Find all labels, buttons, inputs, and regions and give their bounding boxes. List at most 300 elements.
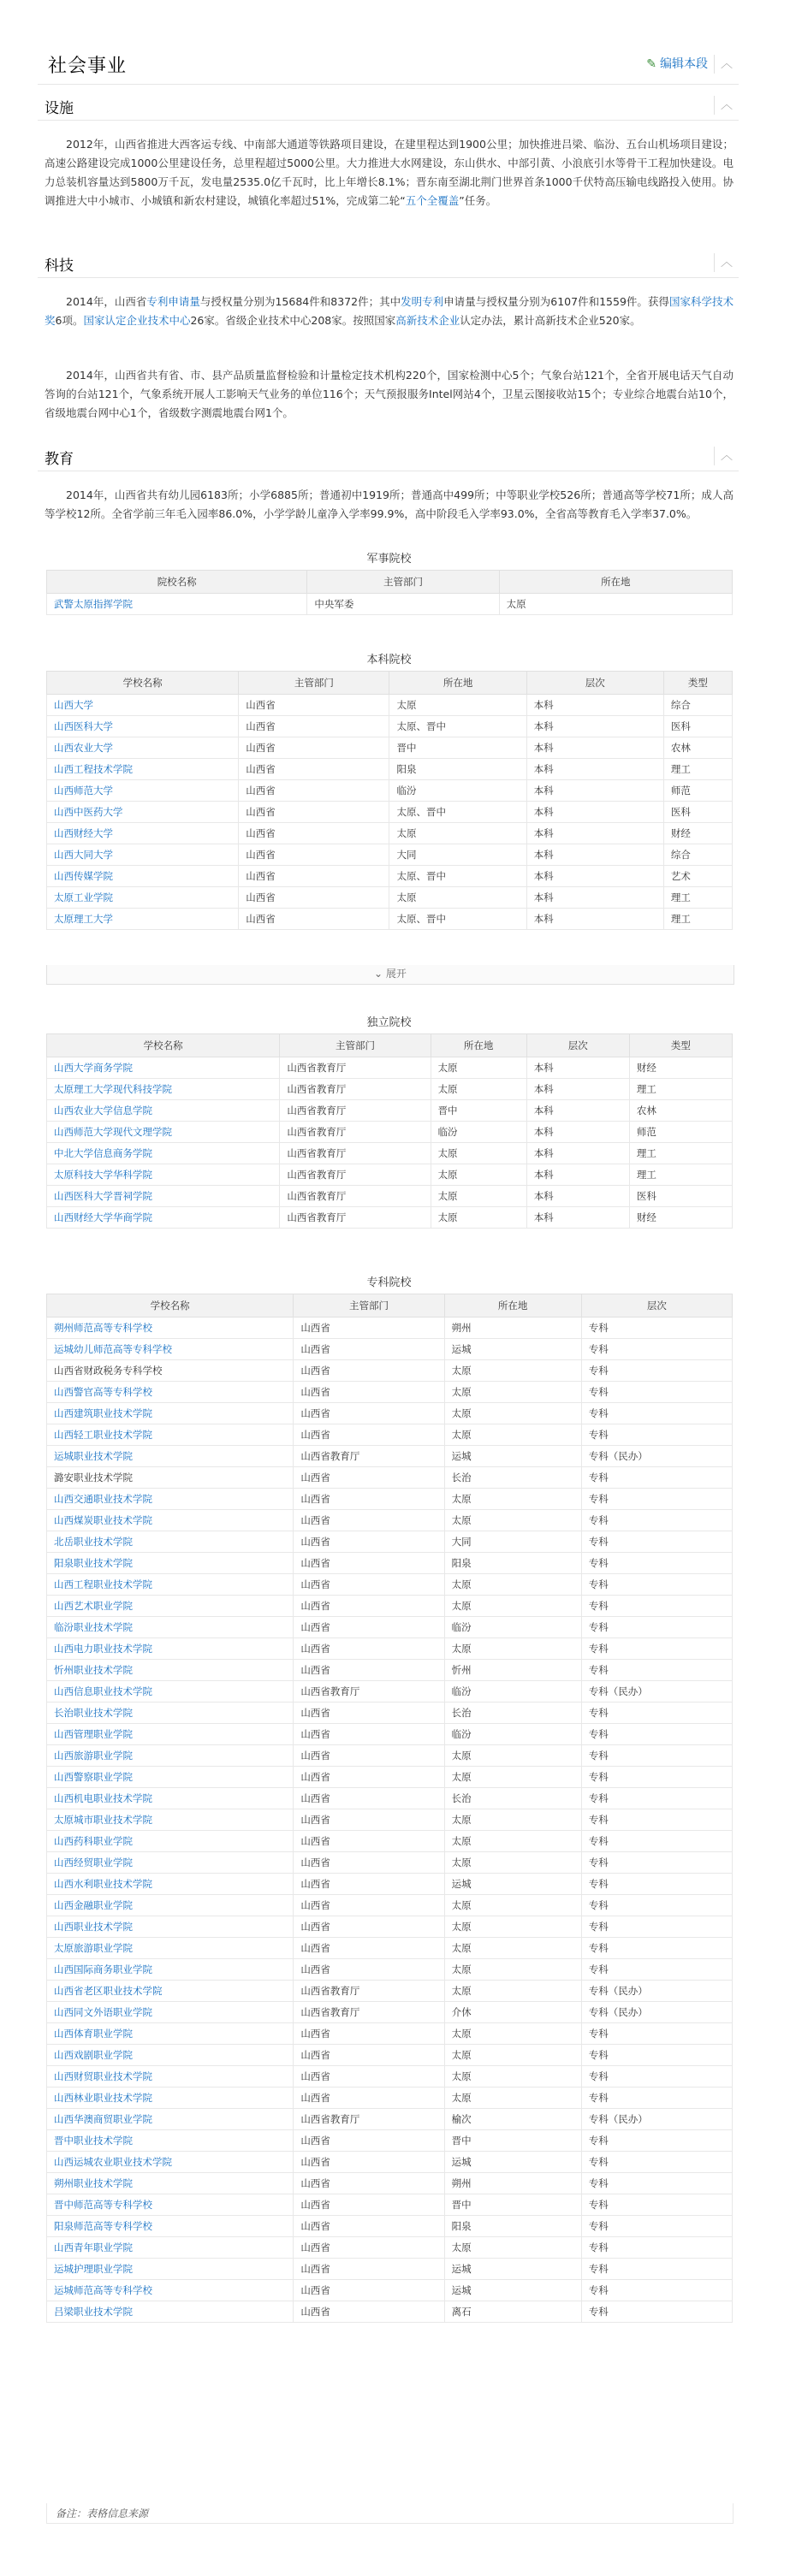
- school-name-link[interactable]: 中北大学信息商务学院: [47, 1143, 280, 1164]
- column-header: 所在地: [444, 1294, 581, 1318]
- table-cell: 太原: [444, 1809, 581, 1831]
- table-cell: 医科: [629, 1186, 732, 1207]
- table-row: [47, 759, 733, 780]
- table-cell: 山西省: [294, 2045, 444, 2066]
- table-cell: 太原: [389, 823, 526, 844]
- school-name-link[interactable]: 武警太原指挥学院: [47, 594, 307, 615]
- table-cell: 本科: [526, 695, 663, 716]
- table-row: [47, 1724, 733, 1745]
- table-cell: 专科: [581, 1938, 732, 1959]
- table-cell: 晋中: [389, 737, 526, 759]
- table-cell: 山西省: [294, 2259, 444, 2280]
- table-title-military: 军事院校: [366, 553, 412, 566]
- table-cell: 太原: [444, 2237, 581, 2259]
- table-cell: 山西省: [294, 1574, 444, 1596]
- school-name-link[interactable]: 山西财经大学华商学院: [47, 1207, 280, 1229]
- school-name-link[interactable]: 山西戏剧职业学院: [47, 2045, 294, 2066]
- table-cell: 艺术: [663, 866, 732, 887]
- table-cell: 太原: [444, 1831, 581, 1852]
- school-name-link[interactable]: 山西警官高等专科学校: [47, 1382, 294, 1403]
- table-cell: 本科: [526, 1186, 629, 1207]
- table-cell: 专科: [581, 1809, 732, 1831]
- section-header: [38, 48, 739, 82]
- table-cell: 山西省: [294, 2216, 444, 2237]
- table-cell: 太原: [444, 1745, 581, 1767]
- school-name-link[interactable]: 山西农业大学: [47, 737, 239, 759]
- edit-label: 编辑本段: [660, 57, 708, 71]
- table-cell: 榆次: [444, 2109, 581, 2130]
- column-header: 学校名称: [47, 1294, 294, 1318]
- school-name-link[interactable]: 运城师范高等专科学校: [47, 2280, 294, 2301]
- school-name-link[interactable]: 山西经贸职业学院: [47, 1852, 294, 1874]
- table-cell: 太原: [431, 1207, 526, 1229]
- column-header: 所在地: [499, 571, 732, 594]
- table-cell: 山西省教育厅: [294, 2002, 444, 2023]
- column-header: 层次: [526, 1034, 629, 1057]
- table-cell: 专科: [581, 1959, 732, 1981]
- table-row: [47, 909, 733, 930]
- table-row: [47, 2087, 733, 2109]
- school-name-link[interactable]: 太原理工大学: [47, 909, 239, 930]
- table-cell: 理工: [629, 1143, 732, 1164]
- school-name-link[interactable]: 朔州职业技术学院: [47, 2173, 294, 2194]
- table-cell: 山西省: [294, 1895, 444, 1916]
- table-cell: 太原: [444, 2045, 581, 2066]
- school-name-link[interactable]: 山西建筑职业技术学院: [47, 1403, 294, 1424]
- table-cell: 太原: [444, 2066, 581, 2087]
- table-cell: 太原: [444, 1916, 581, 1938]
- table-cell: 理工: [629, 1164, 732, 1186]
- table-row: [47, 1981, 733, 2002]
- school-name-link[interactable]: 阳泉师范高等专科学校: [47, 2216, 294, 2237]
- table-row: [47, 2194, 733, 2216]
- school-name-link[interactable]: 山西水利职业技术学院: [47, 1874, 294, 1895]
- school-name-link[interactable]: 忻州职业技术学院: [47, 1660, 294, 1681]
- school-name-link[interactable]: 太原工业学院: [47, 887, 239, 909]
- table-row: [47, 2002, 733, 2023]
- table-row: [47, 1489, 733, 1510]
- military-table: [46, 570, 733, 615]
- school-name-link[interactable]: 运城职业技术学院: [47, 1446, 294, 1467]
- school-name-link[interactable]: 山西机电职业技术学院: [47, 1788, 294, 1809]
- table-cell: 临汾: [389, 780, 526, 802]
- table-row: [47, 1638, 733, 1660]
- school-name-link[interactable]: 山西师范大学: [47, 780, 239, 802]
- table-cell: 山西省: [294, 2301, 444, 2323]
- table-row: [47, 1531, 733, 1553]
- school-name-link[interactable]: 长治职业技术学院: [47, 1703, 294, 1724]
- undergrad-table: [46, 671, 733, 930]
- table-cell: 太原: [431, 1079, 526, 1100]
- inline-link[interactable]: 专利申请量: [146, 295, 200, 308]
- table-cell: 太原: [444, 1360, 581, 1382]
- table-cell: 山西省: [294, 1638, 444, 1660]
- school-name-link[interactable]: 山西管理职业学院: [47, 1724, 294, 1745]
- school-name-link[interactable]: 运城护理职业学院: [47, 2259, 294, 2280]
- table-cell: 本科: [526, 1164, 629, 1186]
- school-name-link[interactable]: 山西医科大学晋祠学院: [47, 1186, 280, 1207]
- table-cell: 理工: [663, 759, 732, 780]
- table-cell: 太原、晋中: [389, 802, 526, 823]
- school-name-link[interactable]: 北岳职业技术学院: [47, 1531, 294, 1553]
- table-cell: 山西省教育厅: [280, 1100, 431, 1122]
- pencil-icon: ✎: [646, 57, 656, 71]
- school-name-link[interactable]: 山西交通职业技术学院: [47, 1489, 294, 1510]
- paragraph-text: ”任务。: [459, 194, 497, 207]
- table-cell: 太原: [444, 1938, 581, 1959]
- subsection-tech: [38, 248, 739, 278]
- table-row: [47, 1207, 733, 1229]
- table-row: [47, 1617, 733, 1638]
- table-cell: 专科: [581, 2023, 732, 2045]
- table-cell: 本科: [526, 802, 663, 823]
- table-cell: 介休: [444, 2002, 581, 2023]
- school-name-link: 山西省财政税务专科学校: [47, 1360, 294, 1382]
- table-cell: 本科: [526, 716, 663, 737]
- table-cell: 山西省: [294, 1424, 444, 1446]
- school-name-link[interactable]: 山西传媒学院: [47, 866, 239, 887]
- table-cell: 山西省教育厅: [280, 1057, 431, 1079]
- table-cell: 专科: [581, 1382, 732, 1403]
- paragraph-text: 6项。: [55, 314, 84, 327]
- chevron-down-icon: ⌄: [374, 968, 386, 980]
- table-cell: 山西省: [294, 1467, 444, 1489]
- table-row: [47, 2066, 733, 2087]
- table-cell: 临汾: [444, 1724, 581, 1745]
- table-row: [47, 1467, 733, 1489]
- inline-link[interactable]: 高新技术企业: [395, 314, 460, 327]
- table-cell: 专科: [581, 1360, 732, 1382]
- school-name-link[interactable]: 太原旅游职业学院: [47, 1938, 294, 1959]
- table-row: [47, 1079, 733, 1100]
- table-cell: 山西省教育厅: [280, 1207, 431, 1229]
- table-cell: 山西省: [294, 2023, 444, 2045]
- table-cell: 专科: [581, 1339, 732, 1360]
- table-cell: 本科: [526, 1143, 629, 1164]
- school-name-link[interactable]: 山西大同大学: [47, 844, 239, 866]
- inline-link[interactable]: 发明专利: [401, 295, 444, 308]
- table-cell: 山西省教育厅: [294, 2109, 444, 2130]
- school-name-link[interactable]: 阳泉职业技术学院: [47, 1553, 294, 1574]
- table-cell: 太原: [431, 1057, 526, 1079]
- table-row: [47, 2237, 733, 2259]
- expand-toggle[interactable]: [46, 965, 734, 985]
- table-cell: 临汾: [431, 1122, 526, 1143]
- table-cell: 太原: [444, 1767, 581, 1788]
- school-name-link[interactable]: 山西信息职业技术学院: [47, 1681, 294, 1703]
- table-cell: 太原: [431, 1186, 526, 1207]
- table-row: [47, 2130, 733, 2152]
- school-name-link[interactable]: 山西金融职业学院: [47, 1895, 294, 1916]
- table-cell: 专科: [581, 1617, 732, 1638]
- subsection-edu: [38, 441, 739, 471]
- table-cell: 山西省: [239, 823, 389, 844]
- table-cell: 太原: [444, 1638, 581, 1660]
- column-header: 层次: [526, 672, 663, 695]
- table-row: [47, 2109, 733, 2130]
- table-cell: 专科: [581, 2173, 732, 2194]
- table-cell: 专科（民办）: [581, 1681, 732, 1703]
- paragraph-infra: [45, 135, 734, 210]
- column-header: 类型: [663, 672, 732, 695]
- table-row: [47, 2045, 733, 2066]
- school-name-link[interactable]: 山西药科职业学院: [47, 1831, 294, 1852]
- school-name-link[interactable]: 山西煤炭职业技术学院: [47, 1510, 294, 1531]
- school-name-link[interactable]: 山西师范大学现代文理学院: [47, 1122, 280, 1143]
- table-cell: 阳泉: [444, 2216, 581, 2237]
- table-cell: 山西省: [239, 844, 389, 866]
- school-name-link[interactable]: 山西轻工职业技术学院: [47, 1424, 294, 1446]
- table-row: [47, 2259, 733, 2280]
- table-row: [47, 1574, 733, 1596]
- inline-link[interactable]: 国家认定企业技术中心: [83, 314, 191, 327]
- paragraph-edu: [45, 486, 734, 524]
- table-row: [47, 737, 733, 759]
- table-cell: 山西省: [294, 1510, 444, 1531]
- table-row: [47, 2173, 733, 2194]
- school-name-link[interactable]: 太原城市职业技术学院: [47, 1809, 294, 1831]
- table-row: [47, 1143, 733, 1164]
- table-cell: 山西省: [294, 2194, 444, 2216]
- table-cell: 运城: [444, 1339, 581, 1360]
- table-cell: 专科: [581, 1874, 732, 1895]
- column-header: 主管部门: [239, 672, 389, 695]
- page-title: 社会事业: [48, 56, 128, 77]
- school-name-link[interactable]: 山西体育职业学院: [47, 2023, 294, 2045]
- table-cell: 专科: [581, 1424, 732, 1446]
- school-name-link[interactable]: 山西林业职业技术学院: [47, 2087, 294, 2109]
- school-name-link[interactable]: 山西工程职业技术学院: [47, 1574, 294, 1596]
- table-cell: 运城: [444, 1874, 581, 1895]
- paragraph-text: 2014年，山西省共有幼儿园6183所；小学6885所；普通初中1919所；普通高中499所；中等职业学校526所；普通高等学校71所；成人高等学校12所。全省学前三年毛入园率86.0%，小学学龄儿童净入学率99.9%，高中阶段毛入学率93.0%，全省高等教育毛入学率37.0%。: [45, 489, 734, 520]
- subsection-title-tech: 科技: [45, 258, 74, 275]
- table-cell: 山西省: [294, 2152, 444, 2173]
- table-cell: 山西省教育厅: [280, 1164, 431, 1186]
- table-cell: 太原: [389, 887, 526, 909]
- table-cell: 晋中: [444, 2194, 581, 2216]
- table-cell: 山西省: [239, 780, 389, 802]
- table-cell: 山西省: [294, 1916, 444, 1938]
- table-cell: 山西省: [294, 1596, 444, 1617]
- school-name-link[interactable]: 山西中医药大学: [47, 802, 239, 823]
- table-cell: 山西省教育厅: [294, 1681, 444, 1703]
- school-name-link[interactable]: 山西艺术职业学院: [47, 1596, 294, 1617]
- table-cell: 专科: [581, 2301, 732, 2323]
- collapse-icon[interactable]: ︿: [714, 447, 739, 465]
- school-name-link[interactable]: 山西农业大学信息学院: [47, 1100, 280, 1122]
- table-row: [47, 1164, 733, 1186]
- table-cell: 山西省: [294, 2066, 444, 2087]
- table-row: [47, 2023, 733, 2045]
- table-cell: 专科: [581, 2130, 732, 2152]
- table-cell: 山西省教育厅: [280, 1122, 431, 1143]
- school-name-link: 潞安职业技术学院: [47, 1467, 294, 1489]
- table-cell: 本科: [526, 1100, 629, 1122]
- column-header: 主管部门: [307, 571, 499, 594]
- table-cell: 山西省: [294, 1318, 444, 1339]
- school-name-link[interactable]: 山西国际商务职业学院: [47, 1959, 294, 1981]
- subsection-title-infra: 设施: [45, 100, 74, 117]
- table-cell: 太原: [444, 1981, 581, 2002]
- table-row: [47, 1703, 733, 1724]
- school-name-link[interactable]: 吕梁职业技术学院: [47, 2301, 294, 2323]
- table-title-undergrad: 本科院校: [366, 654, 412, 666]
- table-cell: 山西省: [294, 1360, 444, 1382]
- table-row: [47, 1874, 733, 1895]
- table-cell: 长治: [444, 1467, 581, 1489]
- collapse-icon[interactable]: ︿: [714, 253, 739, 272]
- table-cell: 山西省: [239, 866, 389, 887]
- table-cell: 山西省教育厅: [294, 1446, 444, 1467]
- table-row: [47, 2216, 733, 2237]
- table-cell: 本科: [526, 866, 663, 887]
- school-name-link[interactable]: 山西警察职业学院: [47, 1767, 294, 1788]
- table-cell: 临汾: [444, 1681, 581, 1703]
- table-row: [47, 1681, 733, 1703]
- table-cell: 专科: [581, 2087, 732, 2109]
- table-cell: 专科: [581, 1596, 732, 1617]
- paragraph-tech-1: [45, 293, 734, 330]
- school-name-link[interactable]: 朔州师范高等专科学校: [47, 1318, 294, 1339]
- table-cell: 山西省: [239, 759, 389, 780]
- table-cell: 太原: [444, 1852, 581, 1874]
- school-name-link[interactable]: 山西同文外语职业学院: [47, 2002, 294, 2023]
- table-row: [47, 1831, 733, 1852]
- collapse-icon[interactable]: ︿: [714, 55, 739, 74]
- table-cell: 山西省: [294, 1660, 444, 1681]
- school-name-link[interactable]: 临汾职业技术学院: [47, 1617, 294, 1638]
- table-cell: 山西省: [294, 1874, 444, 1895]
- table-cell: 医科: [663, 802, 732, 823]
- table-cell: 太原: [444, 1424, 581, 1446]
- table-cell: 山西省: [294, 2173, 444, 2194]
- table-cell: 太原、晋中: [389, 909, 526, 930]
- paragraph-tech-2: [45, 366, 734, 423]
- table-cell: 专科: [581, 1553, 732, 1574]
- table-cell: 专科（民办）: [581, 2002, 732, 2023]
- table-cell: 太原: [444, 1510, 581, 1531]
- table-cell: 运城: [444, 2152, 581, 2173]
- table-cell: 山西省: [294, 2237, 444, 2259]
- table-header-row: [47, 571, 733, 594]
- table-cell: 专科: [581, 2194, 732, 2216]
- table-cell: 本科: [526, 759, 663, 780]
- table-cell: 山西省: [294, 1788, 444, 1809]
- school-name-link[interactable]: 运城幼儿师范高等专科学校: [47, 1339, 294, 1360]
- school-name-link[interactable]: 山西医科大学: [47, 716, 239, 737]
- table-row: [47, 844, 733, 866]
- table-cell: 专科: [581, 2045, 732, 2066]
- edit-section-link[interactable]: [646, 55, 708, 72]
- table-cell: 理工: [663, 887, 732, 909]
- school-name-link[interactable]: 太原理工大学现代科技学院: [47, 1079, 280, 1100]
- table-row: [47, 1446, 733, 1467]
- column-header: 类型: [629, 1034, 732, 1057]
- table-cell: 本科: [526, 780, 663, 802]
- table-row: [47, 695, 733, 716]
- table-cell: 山西省: [294, 1403, 444, 1424]
- school-name-link[interactable]: 山西大学: [47, 695, 239, 716]
- table-cell: 山西省: [294, 1724, 444, 1745]
- table-row: [47, 1809, 733, 1831]
- table-cell: 太原: [431, 1143, 526, 1164]
- table-cell: 山西省: [239, 802, 389, 823]
- school-name-link[interactable]: 山西运城农业职业技术学院: [47, 2152, 294, 2173]
- table-cell: 专科: [581, 1660, 732, 1681]
- school-name-link[interactable]: 山西工程技术学院: [47, 759, 239, 780]
- table-cell: 专科: [581, 1724, 732, 1745]
- table-cell: 山西省教育厅: [294, 1981, 444, 2002]
- table-cell: 专科: [581, 1638, 732, 1660]
- table-cell: 专科: [581, 2152, 732, 2173]
- table-cell: 山西省: [294, 1382, 444, 1403]
- school-name-link[interactable]: 晋中师范高等专科学校: [47, 2194, 294, 2216]
- table-row: [47, 2301, 733, 2323]
- table-cell: 太原、晋中: [389, 866, 526, 887]
- table-cell: 忻州: [444, 1660, 581, 1681]
- paragraph-text: 申请量与授权量分别为6107件和1559件。获得: [443, 295, 669, 308]
- table-cell: 本科: [526, 1122, 629, 1143]
- table-row: [47, 1916, 733, 1938]
- table-header-row: [47, 672, 733, 695]
- table-cell: 太原: [444, 2023, 581, 2045]
- table-cell: 本科: [526, 1057, 629, 1079]
- inline-link[interactable]: 国家科学技术奖: [45, 295, 734, 327]
- vocational-table: [46, 1294, 733, 2323]
- table-row: [47, 1553, 733, 1574]
- school-name-link[interactable]: 山西职业技术学院: [47, 1916, 294, 1938]
- table-cell: 理工: [629, 1079, 732, 1100]
- table-cell: 山西省: [239, 887, 389, 909]
- expand-label: 展开: [385, 968, 407, 980]
- school-name-link[interactable]: 山西旅游职业学院: [47, 1745, 294, 1767]
- table-cell: 财经: [629, 1207, 732, 1229]
- table-note: 备注：表格信息来源: [46, 2503, 734, 2524]
- table-cell: 专科（民办）: [581, 1981, 732, 2002]
- table-cell: 专科: [581, 1531, 732, 1553]
- table-cell: 山西省: [294, 1489, 444, 1510]
- school-name-link[interactable]: 山西青年职业学院: [47, 2237, 294, 2259]
- school-name-link[interactable]: 太原科技大学华科学院: [47, 1164, 280, 1186]
- table-cell: 山西省: [294, 1745, 444, 1767]
- paragraph-text: 2014年，山西省: [66, 295, 147, 308]
- table-title-vocational: 专科院校: [366, 1276, 412, 1289]
- table-cell: 朔州: [444, 1318, 581, 1339]
- paragraph-text: 2014年，山西省共有省、市、县产品质量监督检验和计量检定技术机构220个，国家检测中心5个；气象台站121个，全省开展电话天气自动答询的台站121个，气象系统开展人工影响天气业务的单位116个；天气预报服务Intel网站4个，卫星云图接收站15个；专业综合地震台站10个，省级地震台网中心1个，省级数字测震地震台网1个。: [45, 369, 734, 419]
- collapse-icon[interactable]: ︿: [714, 96, 739, 115]
- table-row: [47, 716, 733, 737]
- column-header: 主管部门: [294, 1294, 444, 1318]
- table-cell: 山西省: [294, 1938, 444, 1959]
- school-name-link[interactable]: 山西华澳商贸职业学院: [47, 2109, 294, 2130]
- paragraph-text: 26家。省级企业技术中心208家。按照国家: [190, 314, 396, 327]
- school-name-link[interactable]: 山西财贸职业技术学院: [47, 2066, 294, 2087]
- table-row: [47, 1382, 733, 1403]
- table-cell: 本科: [526, 909, 663, 930]
- school-name-link[interactable]: 山西大学商务学院: [47, 1057, 280, 1079]
- school-name-link[interactable]: 晋中职业技术学院: [47, 2130, 294, 2152]
- table-row: [47, 1403, 733, 1424]
- table-cell: 专科: [581, 1788, 732, 1809]
- table-cell: 长治: [444, 1788, 581, 1809]
- table-cell: 本科: [526, 737, 663, 759]
- table-row: [47, 1057, 733, 1079]
- school-name-link[interactable]: 山西省老区职业技术学院: [47, 1981, 294, 2002]
- table-row: [47, 1339, 733, 1360]
- school-name-link[interactable]: 山西财经大学: [47, 823, 239, 844]
- school-name-link[interactable]: 山西电力职业技术学院: [47, 1638, 294, 1660]
- inline-link[interactable]: 五个全覆盖: [405, 194, 460, 207]
